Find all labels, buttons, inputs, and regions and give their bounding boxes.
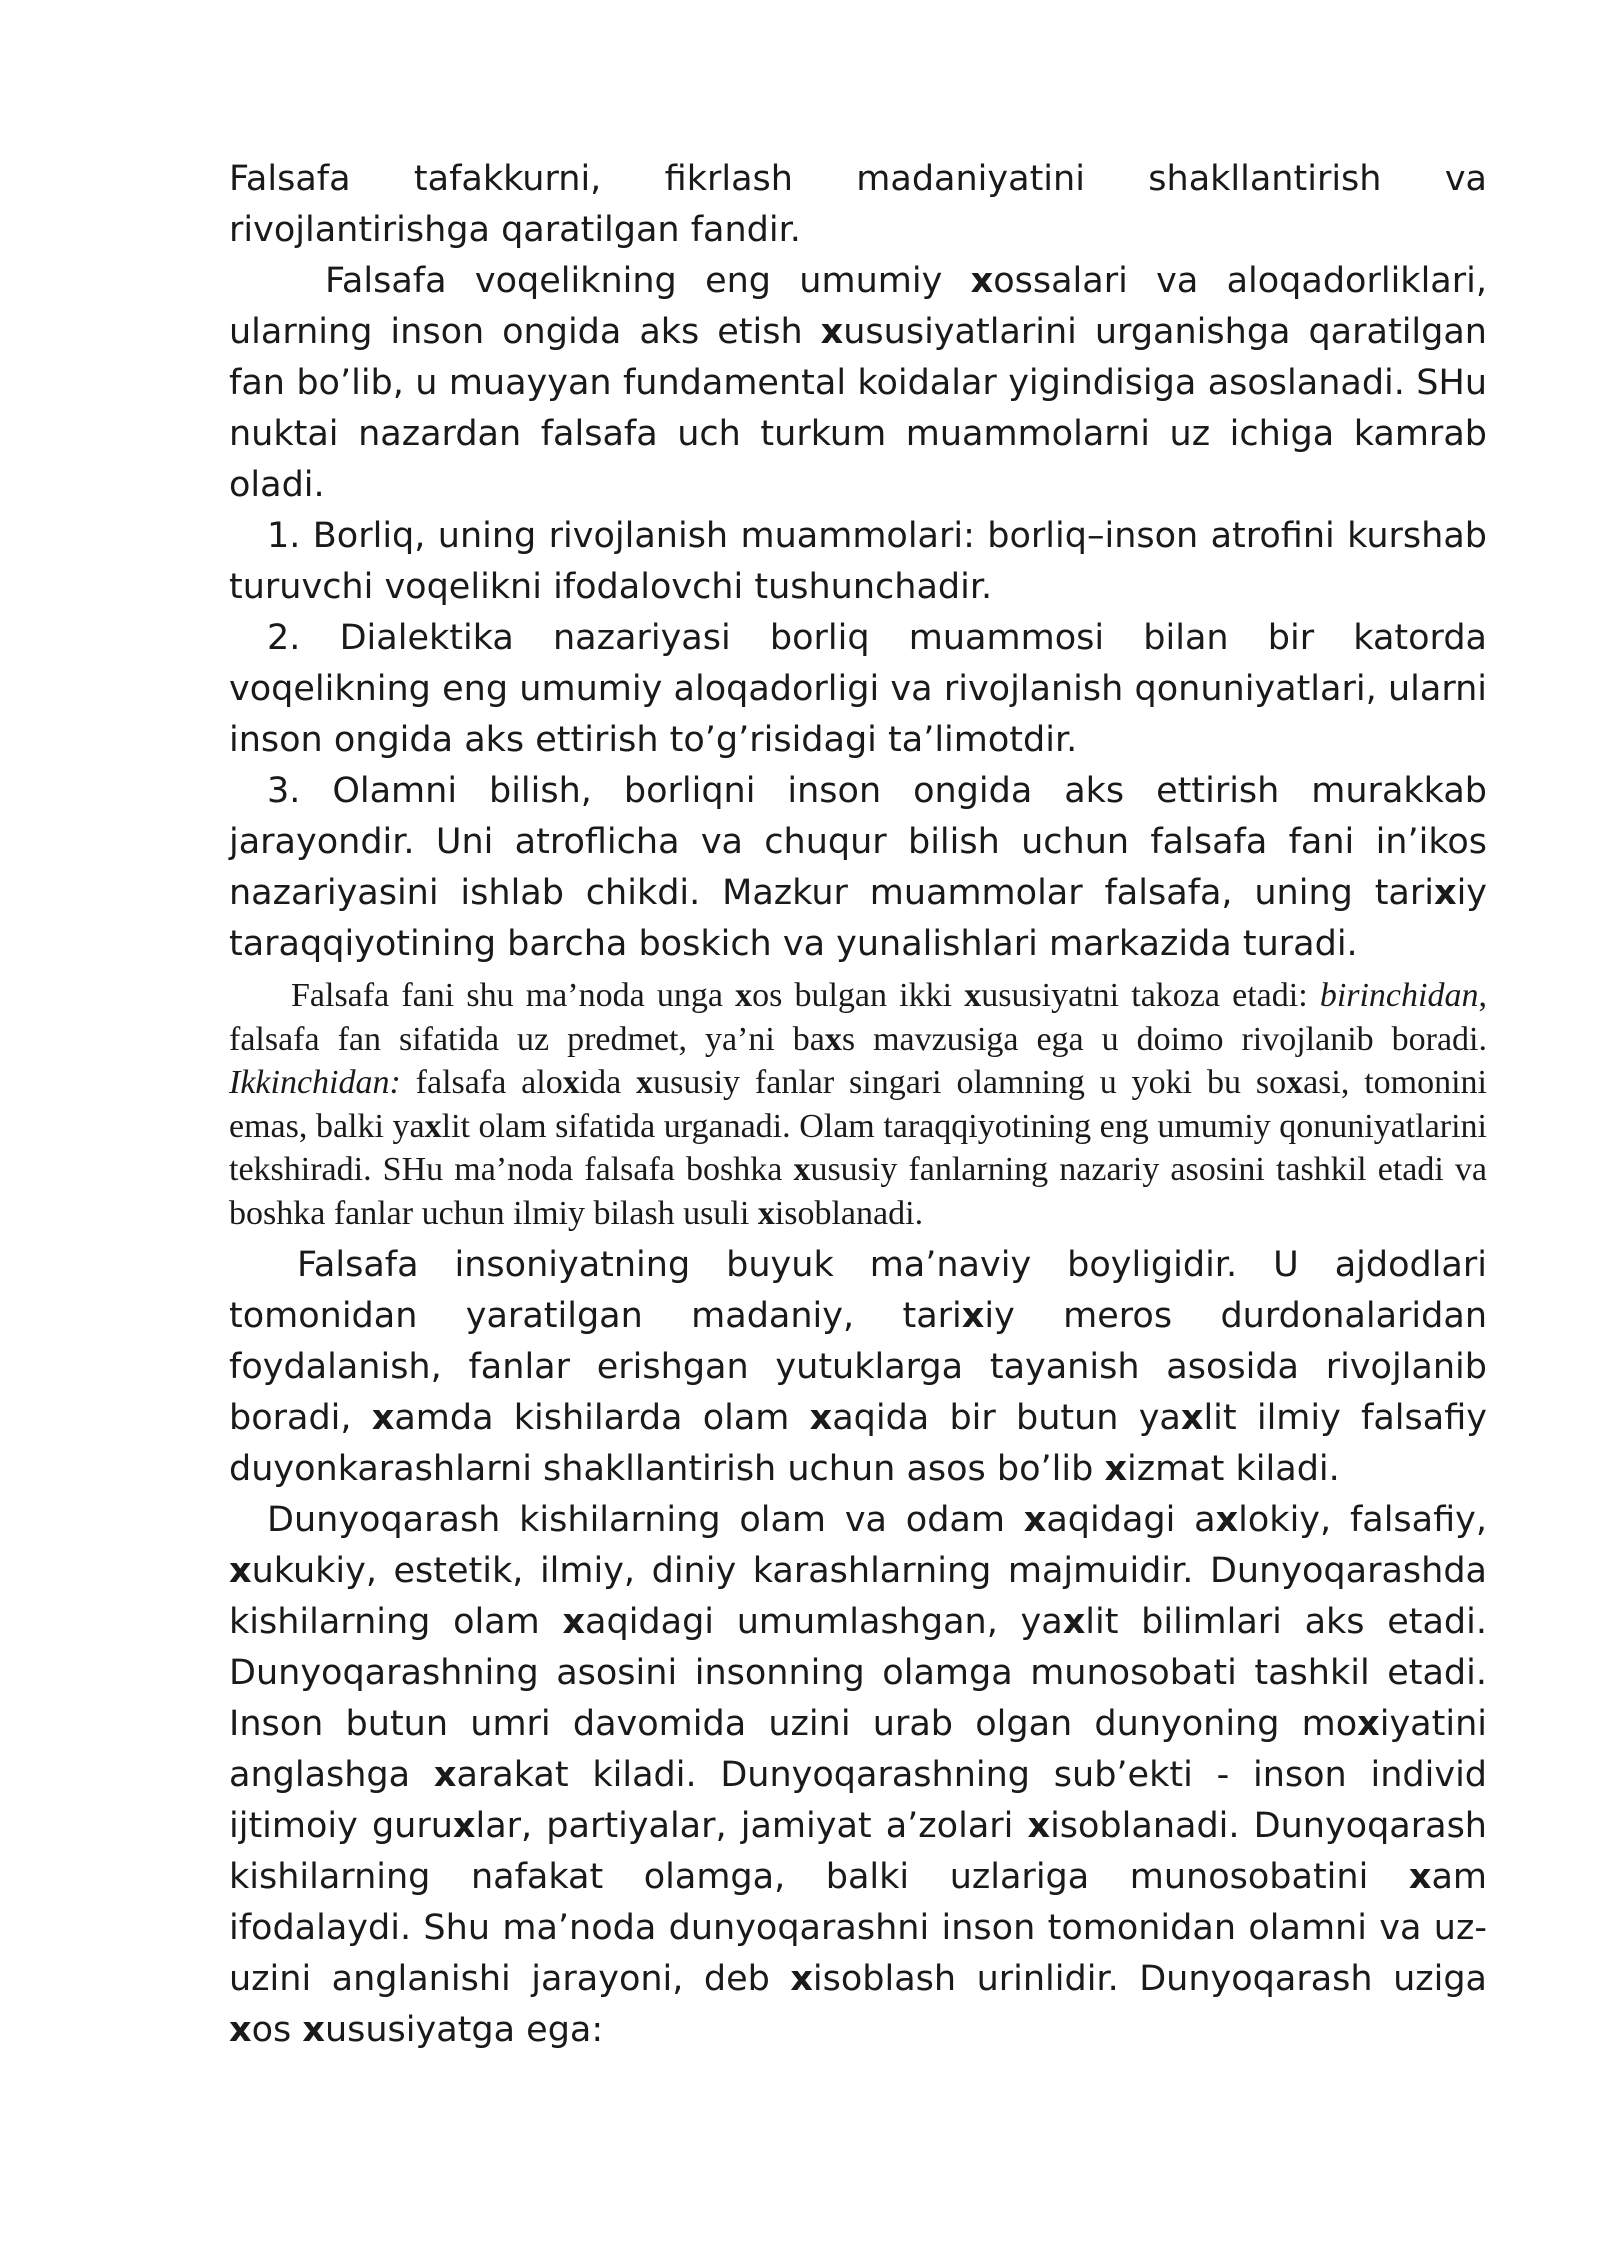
list-item-borliq: 1. Borliq, uning rivojlanish muammolari: borliq–inson atrofini kurshab turuvchi voqelikni ifodalovchi tushunchadir.: [229, 516, 1487, 607]
paragraph-two-features: Falsafa fani shu ma’noda unga xos bulgan ikki xususiyatni takoza etadi: birinchidan, falsafa fan sifatida uz predmet, ya’ni baxs mavzusiga ega u doimo rivojlanib boradi. Ikkinchidan: falsafa aloxida xususiy fanlar singari olamning u yoki bu soxasi, tomonini emas, balki yaxlit olam sifatida urganadi. Olam taraqqiyotining eng umumiy qonuniyatlarini tekshiradi. SHu ma’noda falsafa boshka xususiy fanlarning nazariy asosini tashkil etadi va boshka fanlar uchun ilmiy bilash usuli xisoblanadi.: [229, 977, 1488, 1232]
paragraph-spiritual-wealth: Falsafa insoniyatning buyuk ma’naviy boyligidir. U ajdodlari tomonidan yaratilgan madaniy, tarixiy meros durdonalaridan foydalanish, fanlar erishgan yutuklarga tayanish asosida rivojlanib boradi, xamda kishilarda olam xaqida bir butun yaxlit ilmiy falsafiy duyonkarashlarni shakllantirish uchun asos bo’lib xizmat kiladi.: [229, 1245, 1488, 1489]
list-item-dialektika: 2. Dialektika nazariyasi borliq muammosi bilan bir katorda voqelikning eng umumiy aloqadorligi va rivojlanish qonuniyatlari, ularni inson ongida aks ettirish to’g’risidagi ta’limotdir.: [229, 618, 1487, 760]
document-page: [229, 154, 1487, 2056]
paragraph-falsafa-scope: Falsafa voqelikning eng umumiy xossalari va aloqadorliklari, ularning inson ongida aks etish xususiyatlarini urganishga qaratilgan fan bo’lib, u muayyan fundamental koidalar yigindisiga asoslanadi. SHu nuktai nazardan falsafa uch turkum muammolarni uz ichiga kamrab oladi.: [229, 261, 1487, 505]
list-item-olamni-bilish: 3. Olamni bilish, borliqni inson ongida aks ettirish murakkab jarayondir. Uni atroflicha va chuqur bilish uchun falsafa fani in’ikos nazariyasini ishlab chikdi. Mazkur muammolar falsafa, uning tarixiy taraqqiyotining barcha boskich va yunalishlari markazida turadi.: [229, 771, 1487, 964]
paragraph-falsafa-definition: Falsafa tafakkurni, fikrlash madaniyatini shakllantirish va rivojlantirishga qaratilgan fandir.: [229, 159, 1487, 250]
paragraph-worldview: Dunyoqarash kishilarning olam va odam xaqidagi axlokiy, falsafiy, xukukiy, estetik, ilmiy, diniy karashlarning majmuidir. Dunyoqarashda kishilarning olam xaqidagi umumlashgan, yaxlit bilimlari aks etadi. Dunyoqarashning asosini insonning olamga munosobati tashkil etadi. Inson butun umri davomida uzini urab olgan dunyoning moxiyatini anglashga xarakat kiladi. Dunyoqarashning sub’ekti - inson individ ijtimoiy guruxlar, partiyalar, jamiyat a’zolari xisoblanadi. Dunyoqarash kishilarning nafakat olamga, balki uzlariga munosobatini xam ifodalaydi. Shu ma’noda dunyoqarashni inson tomonidan olamni va uz-uzini anglanishi jarayoni, deb xisoblash urinlidir. Dunyoqarash uziga xos xususiyatga ega:: [229, 1500, 1488, 2050]
